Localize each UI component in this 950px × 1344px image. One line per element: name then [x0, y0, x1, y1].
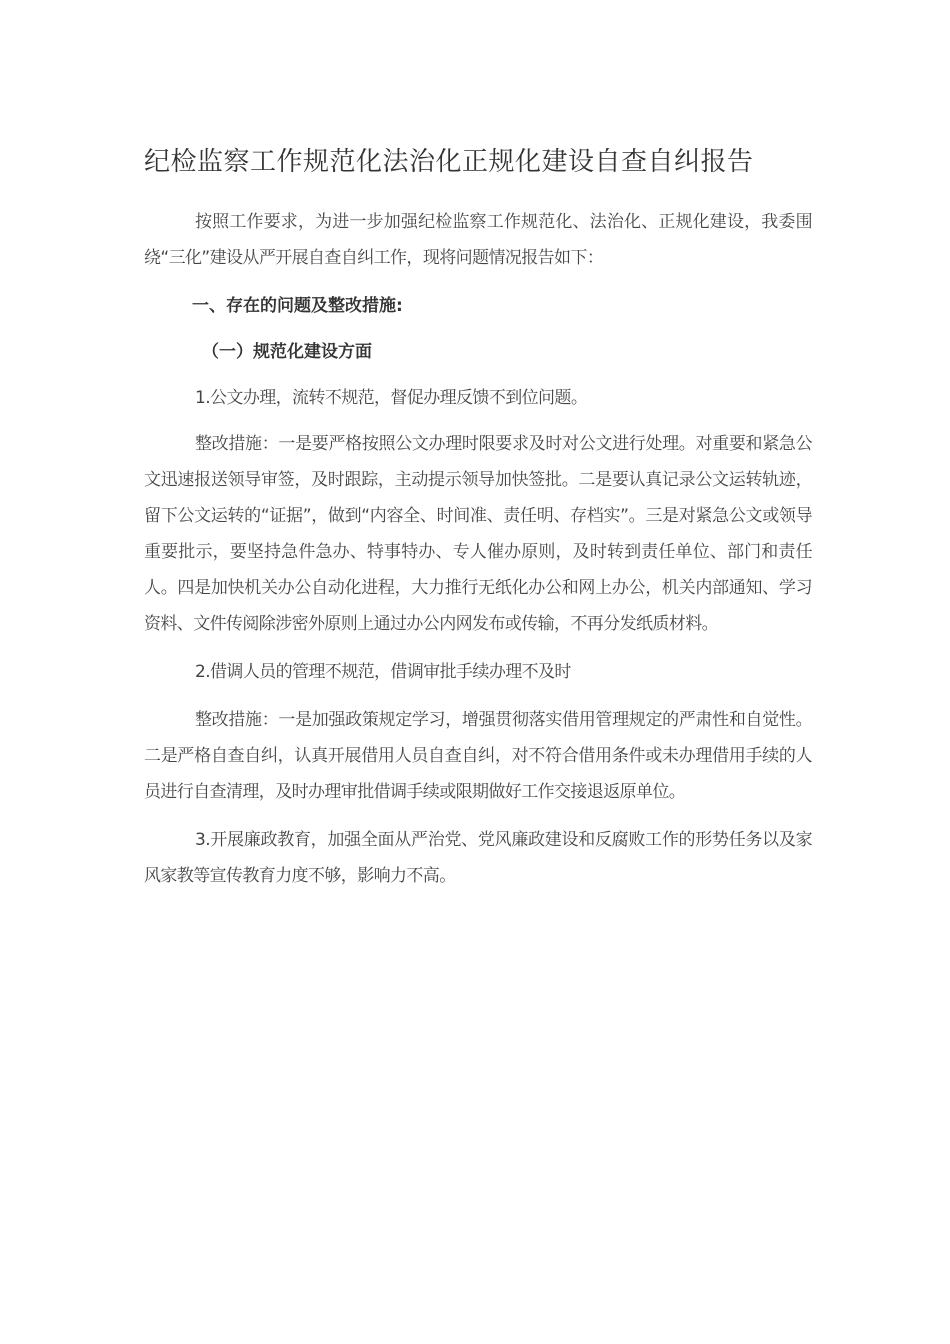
item-3-problem: 3.开展廉政教育，加强全面从严治党、党风廉政建设和反腐败工作的形势任务以及家风家教等宣传教育力度不够，影响力不高。	[144, 830, 812, 886]
item-2-measures: 整改措施：一是加强政策规定学习，增强贯彻落实借用管理规定的严肃性和自觉性。二是严格自查自纠，认真开展借用人员自查自纠，对不符合借用条件或未办理借用手续的人员进行自查清理，及时办理审批借调手续或限期做好工作交接退返原单位。	[144, 710, 812, 802]
item-1-problem: 1.公文办理，流转不规范，督促办理反馈不到位问题。	[195, 388, 588, 408]
section-heading-problems: 一、存在的问题及整改措施:	[192, 296, 403, 316]
subsection-heading-standardization: （一）规范化建设方面	[202, 342, 372, 362]
intro-paragraph: 按照工作要求，为进一步加强纪检监察工作规范化、法治化、正规化建设，我委围绕“三化”建设从严开展自查自纠工作，现将问题情况报告如下：	[144, 212, 812, 268]
item-1-measures: 整改措施：一是要严格按照公文办理时限要求及时对公文进行处理。对重要和紧急公文迅速报送领导审签，及时跟踪，主动提示领导加快签批。二是要认真记录公文运转轨迹，留下公文运转的“证据”，做到“内容全、时间准、责任明、存档实”。三是对紧急公文或领导重要批示，要坚持急件急办、特事特办、专人催办原则，及时转到责任单位、部门和责任人。四是加快机关办公自动化进程，大力推行无纸化办公和网上办公，机关内部通知、学习资料、文件传阅除涉密外原则上通过办公内网发布或传输，不再分发纸质材料。	[144, 434, 812, 634]
item-2-problem: 2.借调人员的管理不规范，借调审批手续办理不及时	[195, 662, 571, 682]
document-page	[144, 140, 812, 894]
document-title: 纪检监察工作规范化法治化正规化建设自查自纠报告	[144, 147, 754, 177]
